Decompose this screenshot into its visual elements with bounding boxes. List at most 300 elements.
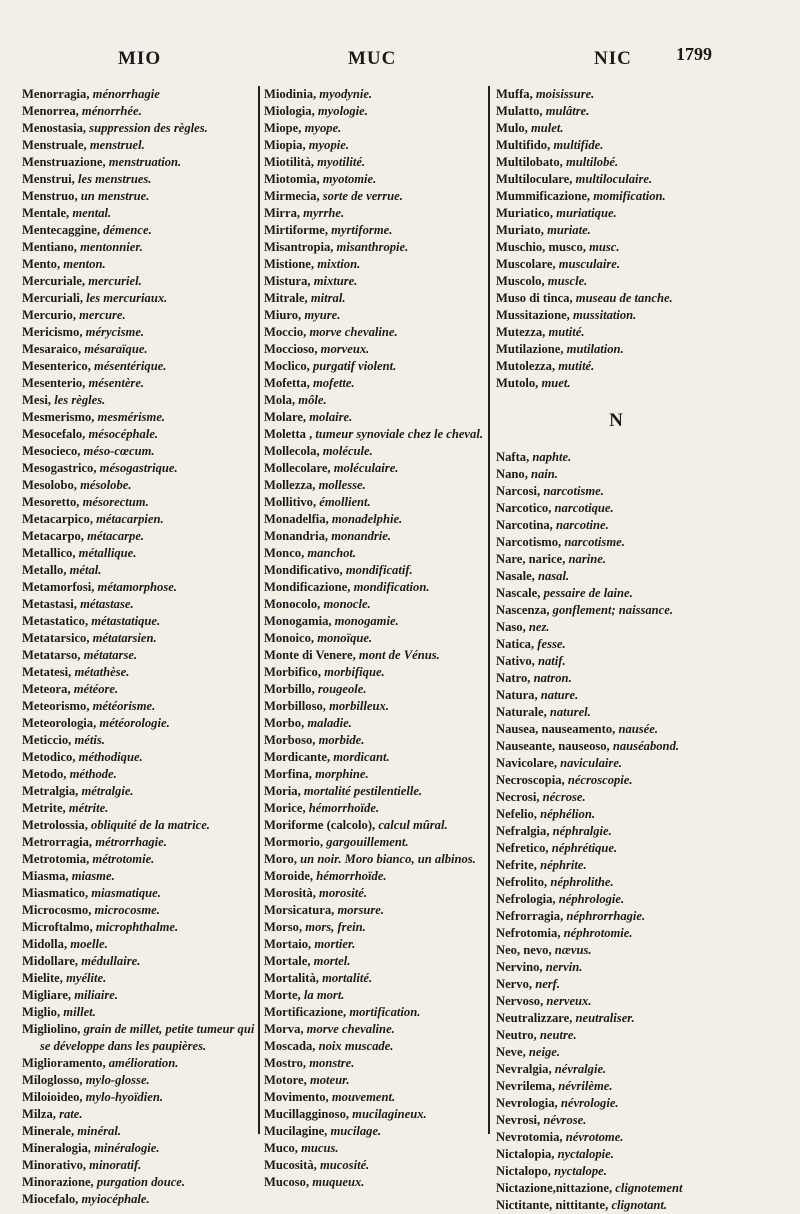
dictionary-entry (496, 103, 736, 120)
dictionary-entry (264, 358, 496, 375)
dictionary-entry (22, 800, 258, 817)
translation: mérycisme. (85, 325, 145, 339)
translation: mucosité. (319, 1158, 370, 1172)
headword: Multifido, (496, 138, 551, 152)
translation: myélite. (66, 971, 107, 985)
headword: Nervino, (496, 960, 543, 974)
translation: néphrorrhagie. (566, 909, 646, 923)
translation: métralgie. (81, 784, 134, 798)
headword: Nevrilema, (496, 1079, 556, 1093)
headword: Nare, narice, (496, 552, 566, 566)
dictionary-entry (22, 528, 258, 545)
headword: Mesenterico, (22, 359, 91, 373)
translation: calcul mûral. (378, 818, 448, 832)
dictionary-entry (22, 698, 258, 715)
translation: museau de tanche. (575, 291, 673, 305)
dictionary-entry (264, 1157, 496, 1174)
translation: myrrhe. (303, 206, 345, 220)
translation: néphrologie. (558, 892, 625, 906)
dictionary-entry (22, 222, 258, 239)
translation: multiloculaire. (575, 172, 653, 186)
headword: Muso di tinca, (496, 291, 573, 305)
translation: minéral. (77, 1124, 121, 1138)
translation: obliquité de la matrice. (91, 818, 210, 832)
translation: moisissure. (535, 87, 595, 101)
translation: un noir. Moro bianco, un albinos. (300, 852, 476, 866)
dictionary-entry (496, 1061, 736, 1078)
translation: miasme. (71, 869, 115, 883)
section-letter: N (609, 410, 623, 431)
translation: naphte. (532, 450, 572, 464)
dictionary-entry (264, 341, 496, 358)
dictionary-entry (264, 154, 496, 171)
dictionary-entry (264, 834, 496, 851)
dictionary-entry (264, 222, 496, 239)
dictionary-entry (496, 1129, 736, 1146)
translation: nécrose. (542, 790, 586, 804)
dictionary-entry (496, 466, 736, 483)
translation: mésentérique. (94, 359, 167, 373)
headword: Metrorragia, (22, 835, 93, 849)
translation: métallique. (78, 546, 137, 560)
headword: Mortalità, (264, 971, 319, 985)
translation: hémorrhoïde. (308, 801, 380, 815)
dictionary-entry (496, 585, 736, 602)
translation: mutité. (548, 325, 585, 339)
headword: Morfina, (264, 767, 312, 781)
translation: ménorrhagie (92, 87, 160, 101)
dictionary-entry (264, 817, 496, 834)
translation: métatarsien. (92, 631, 157, 645)
dictionary-entry (264, 1140, 496, 1157)
translation: néphrolithe. (550, 875, 614, 889)
dictionary-entry (22, 987, 258, 1004)
running-head-left: MIO (118, 48, 162, 69)
headword: Nano, (496, 467, 528, 481)
translation: monadelphie. (331, 512, 403, 526)
dictionary-entry (264, 1089, 496, 1106)
translation: métacarpe. (87, 529, 145, 543)
translation: un menstrue. (80, 189, 150, 203)
dictionary-entry (264, 1055, 496, 1072)
headword: Mucillagginoso, (264, 1107, 350, 1121)
dictionary-entry (22, 1174, 258, 1191)
translation: ménorrhée. (81, 104, 142, 118)
dictionary-entry (496, 857, 736, 874)
translation: mucus. (301, 1141, 339, 1155)
translation: mouvement. (331, 1090, 396, 1104)
headword: Menorragia, (22, 87, 90, 101)
translation: muriatique. (556, 206, 617, 220)
headword: Miuro, (264, 308, 302, 322)
dictionary-entry (22, 919, 258, 936)
headword: Nefrolito, (496, 875, 548, 889)
dictionary-entry (264, 902, 496, 919)
dictionary-entry (496, 1112, 736, 1129)
headword: Moria, (264, 784, 301, 798)
translation: microphthalme. (95, 920, 179, 934)
headword: Mercuriali, (22, 291, 83, 305)
headword: Metallo, (22, 563, 67, 577)
dictionary-entry (22, 460, 258, 477)
translation: mortier. (314, 937, 356, 951)
translation: métamorphose. (97, 580, 177, 594)
translation: neige. (528, 1045, 561, 1059)
dictionary-entry (496, 823, 736, 840)
translation: purgatif violent. (312, 359, 397, 373)
headword: Mortale, (264, 954, 311, 968)
dictionary-entry (22, 273, 258, 290)
translation: moléculaire. (333, 461, 399, 475)
translation: morphine. (315, 767, 369, 781)
dictionary-entry (22, 171, 258, 188)
headword: Miloioideo, (22, 1090, 83, 1104)
headword: Microcosmo, (22, 903, 92, 917)
dictionary-entry (264, 868, 496, 885)
dictionary-entry (264, 324, 496, 341)
headword: Mortaio, (264, 937, 312, 951)
headword: Multilobato, (496, 155, 563, 169)
headword: Mesenterio, (22, 376, 86, 390)
dictionary-entry (264, 766, 496, 783)
translation: mortification. (349, 1005, 421, 1019)
translation: mordicant. (333, 750, 390, 764)
translation: morveux. (320, 342, 370, 356)
headword: Morboso, (264, 733, 316, 747)
headword: Nascale, (496, 586, 541, 600)
running-head-right: NIC (594, 48, 632, 69)
headword: Motore, (264, 1073, 307, 1087)
dictionary-entry (496, 188, 736, 205)
translation: morve chevaline. (306, 1022, 395, 1036)
dictionary-entry (496, 1180, 736, 1197)
dictionary-entry (22, 205, 258, 222)
dictionary-entry (22, 1055, 258, 1072)
dictionary-entry (496, 976, 736, 993)
dictionary-entry (264, 494, 496, 511)
translation: mont de Vénus. (358, 648, 440, 662)
translation: monocle. (323, 597, 371, 611)
dictionary-entry (264, 120, 496, 137)
dictionary-entry (22, 477, 258, 494)
dictionary-entry (496, 670, 736, 687)
translation: maladie. (307, 716, 352, 730)
dictionary-entry (264, 613, 496, 630)
headword: Mento, (22, 257, 61, 271)
headword: Monte di Venere, (264, 648, 356, 662)
translation: météorisme. (92, 699, 156, 713)
translation: nerveux. (546, 994, 592, 1008)
translation: métal. (69, 563, 102, 577)
dictionary-entry (22, 511, 258, 528)
dictionary-entry (496, 205, 736, 222)
headword: Nascenza, (496, 603, 550, 617)
dictionary-entry (264, 953, 496, 970)
dictionary-entry (264, 698, 496, 715)
column-2 (264, 86, 496, 1191)
headword: Menstruale, (22, 138, 87, 152)
headword: Mola, (264, 393, 296, 407)
headword: Mofetta, (264, 376, 310, 390)
dictionary-entry (496, 273, 736, 290)
headword: Mucosità, (264, 1158, 317, 1172)
dictionary-entry (496, 137, 736, 154)
headword: Mortificazione, (264, 1005, 347, 1019)
translation: myotomie. (322, 172, 377, 186)
dictionary-entry (22, 426, 258, 443)
translation: mental. (72, 206, 112, 220)
translation: mors, frein. (305, 920, 366, 934)
dictionary-entry (22, 902, 258, 919)
translation: mofette. (312, 376, 355, 390)
headword: Miglioramento, (22, 1056, 106, 1070)
dictionary-entry (496, 154, 736, 171)
headword: Morbo, (264, 716, 305, 730)
dictionary-entry (22, 137, 258, 154)
headword: Natura, (496, 688, 538, 702)
headword: Nefrotomia, (496, 926, 561, 940)
headword: Nervo, (496, 977, 533, 991)
dictionary-entry (22, 358, 258, 375)
translation: moteur. (309, 1073, 350, 1087)
headword: Meteora, (22, 682, 71, 696)
headword: Moscada, (264, 1039, 316, 1053)
headword: Miope, (264, 121, 302, 135)
translation: hémorrhoïde. (316, 869, 387, 883)
translation: mercure. (79, 308, 126, 322)
dictionary-entry (264, 851, 496, 868)
headword: Narcotico, (496, 501, 552, 515)
dictionary-entry (22, 1191, 258, 1208)
translation: millet. (63, 1005, 96, 1019)
translation: myrtiforme. (331, 223, 393, 237)
headword: Neve, (496, 1045, 526, 1059)
headword: Naturale, (496, 705, 547, 719)
translation: mésocéphale. (88, 427, 159, 441)
headword: Nevralgia, (496, 1062, 552, 1076)
headword: Movimento, (264, 1090, 329, 1104)
translation: mutité. (558, 359, 595, 373)
dictionary-entry (496, 358, 736, 375)
headword: Menstruo, (22, 189, 78, 203)
translation: métrorrhagie. (95, 835, 167, 849)
translation: mésentère. (88, 376, 145, 390)
translation: rougeole. (317, 682, 367, 696)
headword: Narcotina, (496, 518, 553, 532)
dictionary-entry (22, 715, 258, 732)
dictionary-entry (22, 290, 258, 307)
dictionary-entry (496, 738, 736, 755)
translation: mussitation. (572, 308, 637, 322)
headword: Mentale, (22, 206, 70, 220)
translation: mixture. (313, 274, 358, 288)
headword: Mollecolare, (264, 461, 331, 475)
translation: les règles. (54, 393, 106, 407)
running-head-middle: MUC (348, 48, 397, 69)
headword: Neutro, (496, 1028, 537, 1042)
page-number: 1799 (676, 44, 712, 64)
headword: Muriato, (496, 223, 544, 237)
headword: Miloglosso, (22, 1073, 83, 1087)
headword: Mentiano, (22, 240, 77, 254)
translation: mondificatif. (345, 563, 413, 577)
translation: métastatique. (91, 614, 161, 628)
dictionary-entry (264, 647, 496, 664)
dictionary-entry (22, 681, 258, 698)
dictionary-entry (496, 959, 736, 976)
translation: métrotomie. (92, 852, 155, 866)
headword: Muscolo, (496, 274, 545, 288)
dictionary-entry (22, 86, 258, 103)
headword: Narcotismo, (496, 535, 562, 549)
headword: Miodinia, (264, 87, 317, 101)
translation: minoratif. (89, 1158, 142, 1172)
translation: myologie. (317, 104, 368, 118)
headword: Mielite, (22, 971, 63, 985)
headword: Mulatto, (496, 104, 543, 118)
translation: morsure. (337, 903, 384, 917)
dictionary-entry (22, 1072, 258, 1089)
dictionary-entry (496, 602, 736, 619)
dictionary-entry (22, 562, 258, 579)
translation: naturel. (549, 705, 591, 719)
headword: Natica, (496, 637, 535, 651)
headword: Nafta, (496, 450, 530, 464)
headword: Mercurio, (22, 308, 76, 322)
dictionary-entry (496, 942, 736, 959)
headword: Morbillo, (264, 682, 315, 696)
translation: métrite. (68, 801, 109, 815)
translation: monoïque. (317, 631, 373, 645)
translation: néphrite. (540, 858, 587, 872)
dictionary-entry (264, 188, 496, 205)
dictionary-entry (264, 681, 496, 698)
headword: Monadelfia, (264, 512, 329, 526)
dictionary-entry (496, 341, 736, 358)
translation: narcotine. (555, 518, 609, 532)
dictionary-entry (22, 885, 258, 902)
dictionary-entry (264, 987, 496, 1004)
dictionary-entry (264, 1174, 496, 1191)
headword: Moletta , (264, 427, 313, 441)
translation: nasal. (537, 569, 570, 583)
translation: mitral. (310, 291, 346, 305)
dictionary-entry (264, 307, 496, 324)
translation: métastase. (80, 597, 134, 611)
headword: Miocefalo, (22, 1192, 79, 1206)
translation: météore. (73, 682, 119, 696)
headword: Migliare, (22, 988, 72, 1002)
headword: Mondificativo, (264, 563, 343, 577)
translation: névrologie. (560, 1096, 619, 1110)
translation: molécule. (322, 444, 373, 458)
translation: myope. (304, 121, 342, 135)
dictionary-entry (264, 936, 496, 953)
translation: narcotique. (554, 501, 614, 515)
dictionary-entry (264, 885, 496, 902)
headword: Nausea, nauseamento, (496, 722, 616, 736)
dictionary-entry (496, 840, 736, 857)
headword: Mirtiforme, (264, 223, 328, 237)
headword: Microftalmo, (22, 920, 93, 934)
translation: mésorectum. (82, 495, 149, 509)
column-1 (22, 86, 258, 1208)
translation: fesse. (537, 637, 566, 651)
headword: Molare, (264, 410, 307, 424)
dictionary-entry (22, 494, 258, 511)
headword: Milza, (22, 1107, 56, 1121)
translation: myure. (304, 308, 341, 322)
dictionary-entry (496, 307, 736, 324)
headword: Morte, (264, 988, 301, 1002)
dictionary-entry (22, 630, 258, 647)
headword: Mutezza, (496, 325, 546, 339)
dictionary-entry (264, 1106, 496, 1123)
headword: Metacarpico, (22, 512, 93, 526)
translation: narcotisme. (564, 535, 625, 549)
dictionary-entry (22, 868, 258, 885)
headword: Muscolare, (496, 257, 556, 271)
headword: Metatarso, (22, 648, 81, 662)
translation: névralgie. (554, 1062, 607, 1076)
translation: suppression des règles. (89, 121, 208, 135)
translation: miasmatique. (91, 886, 161, 900)
translation: morbilleux. (329, 699, 389, 713)
dictionary-entry (264, 800, 496, 817)
dictionary-entry (22, 188, 258, 205)
translation: menstruel. (89, 138, 145, 152)
headword: Miopia, (264, 138, 306, 152)
headword: Metralgia, (22, 784, 79, 798)
headword: Metacarpo, (22, 529, 84, 543)
dictionary-entry (264, 783, 496, 800)
dictionary-entry (264, 86, 496, 103)
translation: mutilation. (566, 342, 624, 356)
headword: Nativo, (496, 654, 535, 668)
headword: Metrolossia, (22, 818, 88, 832)
translation: mulet. (531, 121, 564, 135)
translation: morbide. (318, 733, 365, 747)
dictionary-entry (264, 426, 496, 443)
translation: métathèse. (74, 665, 130, 679)
dictionary-entry (22, 120, 258, 137)
dictionary-entry (264, 596, 496, 613)
headword: Minorazione, (22, 1175, 94, 1189)
headword: Mitrale, (264, 291, 308, 305)
headword: Nefrorragia, (496, 909, 564, 923)
dictionary-entry (264, 290, 496, 307)
translation: mucilage. (330, 1124, 382, 1138)
translation: mondification. (353, 580, 430, 594)
translation: mortalité. (322, 971, 373, 985)
dictionary-entry (496, 925, 736, 942)
dictionary-entry (22, 1106, 258, 1123)
dictionary-entry (22, 834, 258, 851)
translation: mixtion. (317, 257, 361, 271)
dictionary-entry (496, 806, 736, 823)
headword: Miotilità, (264, 155, 315, 169)
translation: néphrotomie. (563, 926, 633, 940)
translation: muriate. (547, 223, 591, 237)
headword: Morso, (264, 920, 303, 934)
dictionary-entry (22, 783, 258, 800)
translation: métacarpien. (96, 512, 164, 526)
dictionary-entry (264, 528, 496, 545)
headword: Mutilazione, (496, 342, 564, 356)
translation: mortalité pestilentielle. (303, 784, 423, 798)
headword: Miasmatico, (22, 886, 89, 900)
dictionary-entry (264, 1072, 496, 1089)
